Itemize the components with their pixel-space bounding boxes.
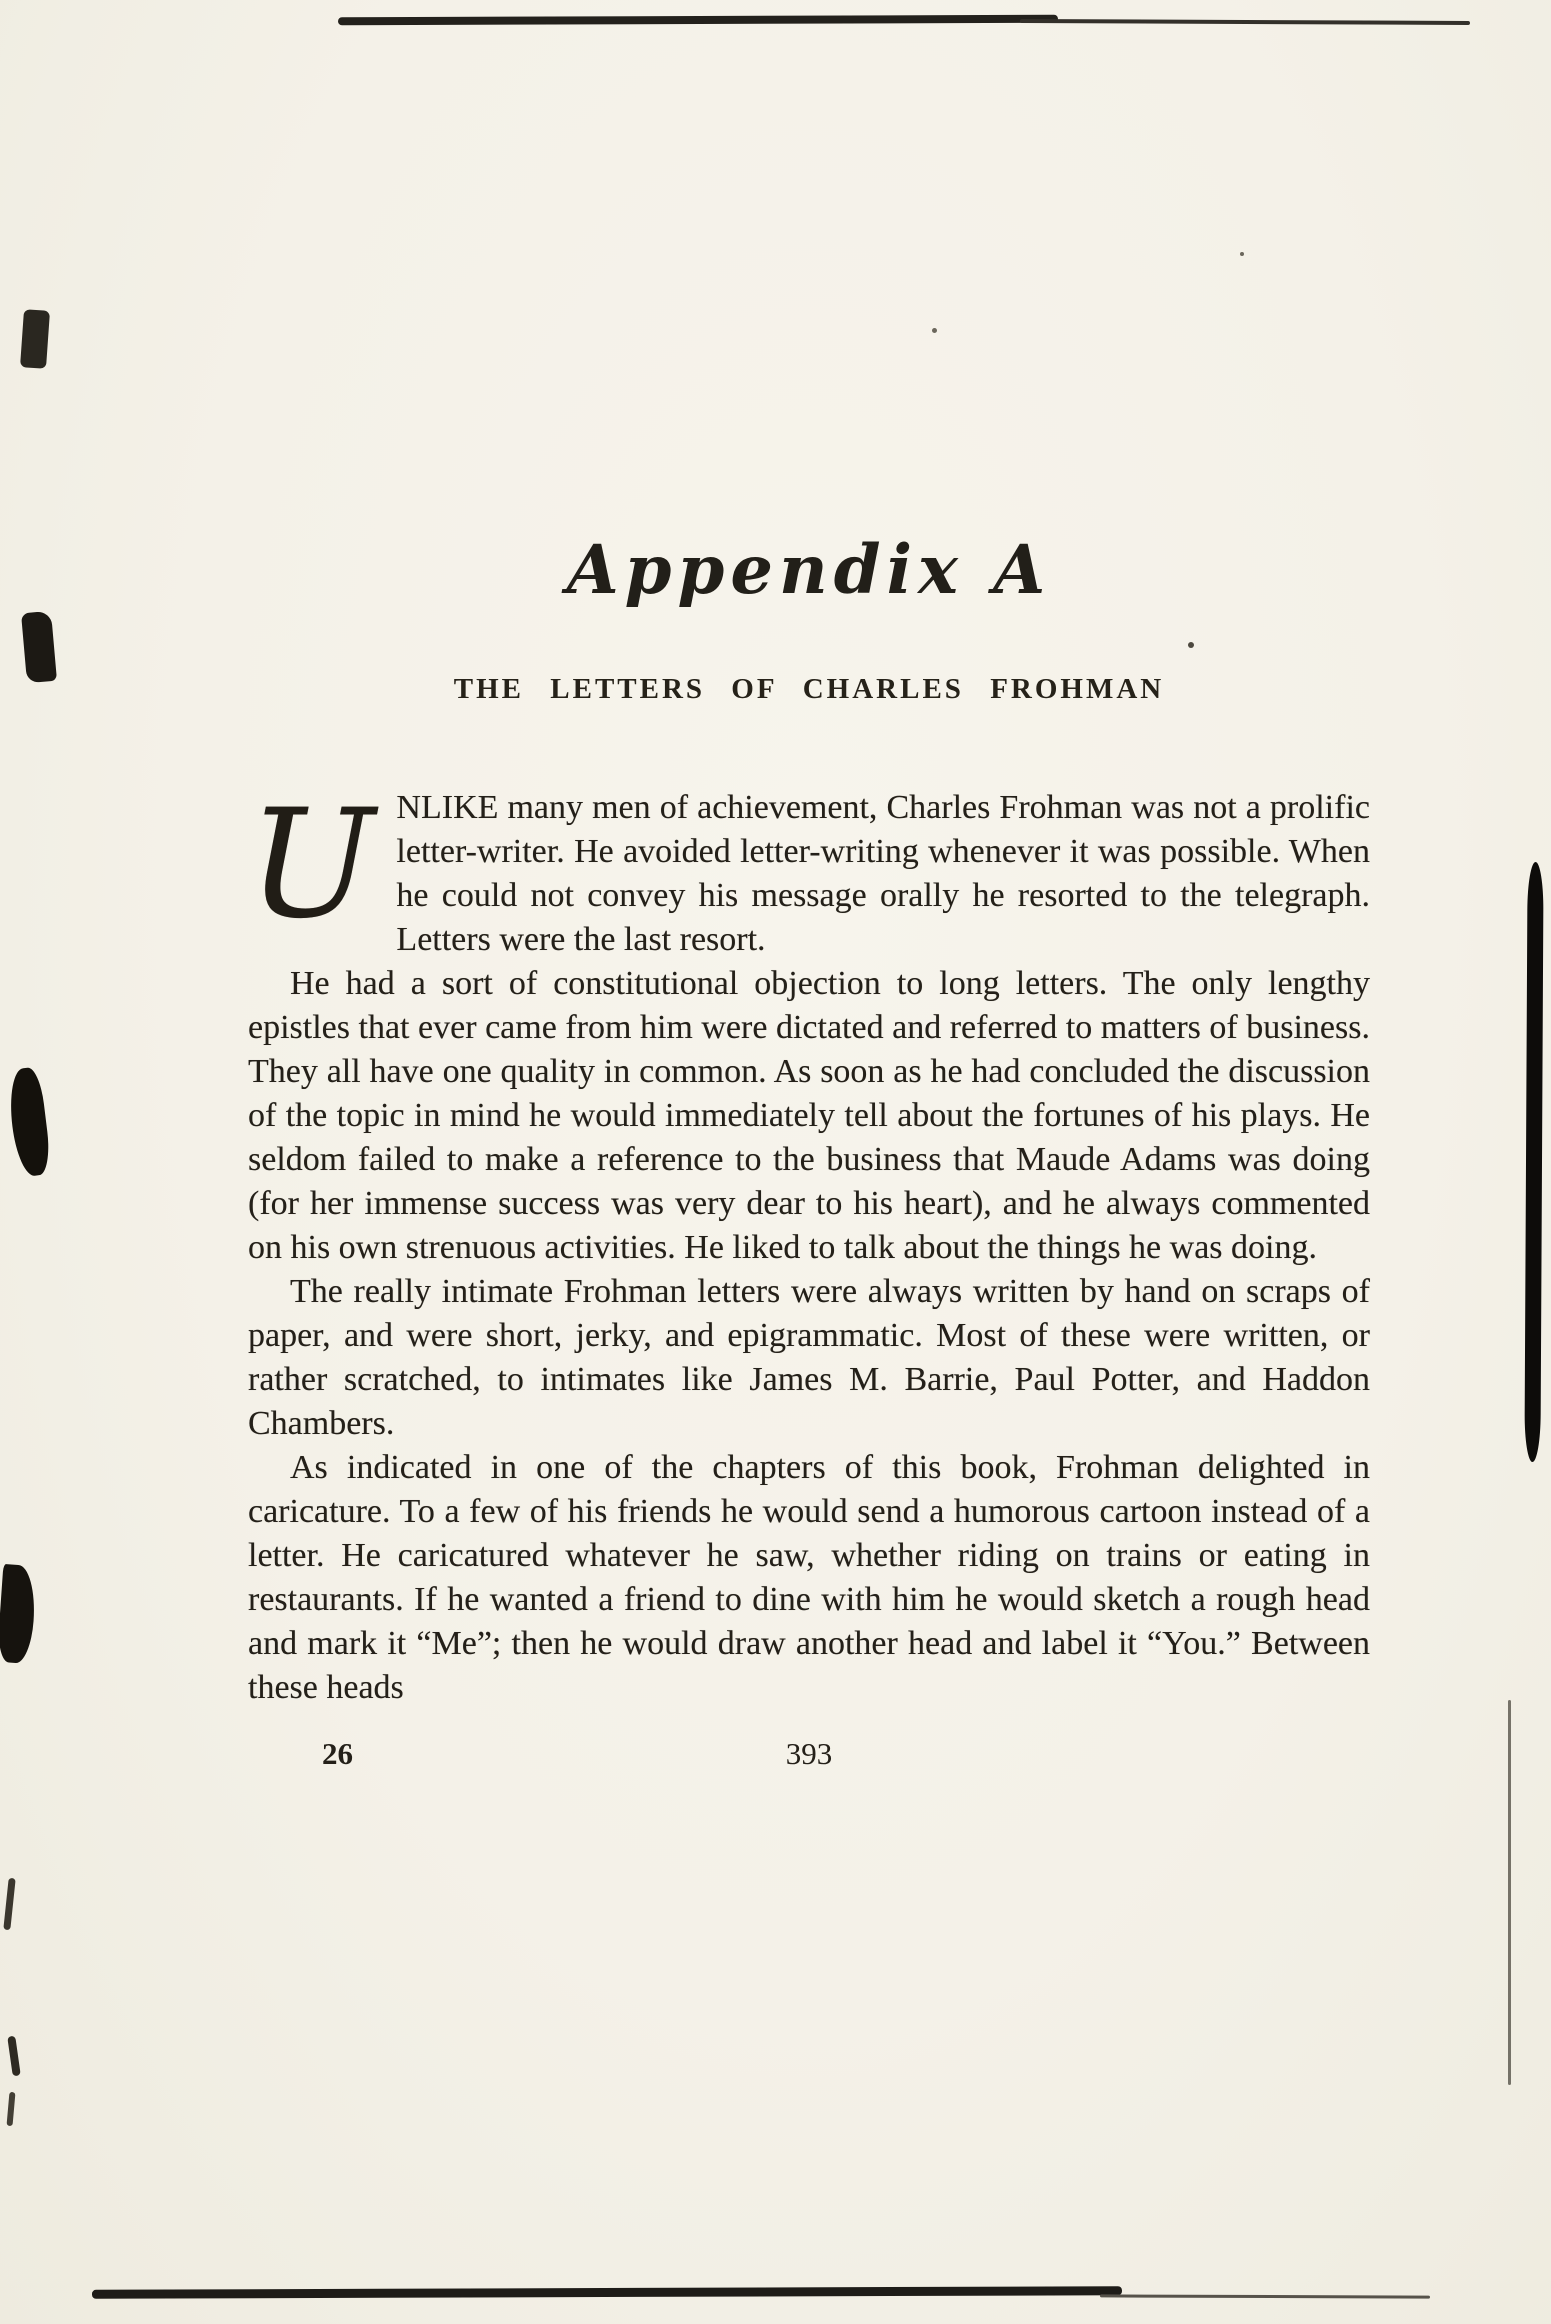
scan-edge-top-thin (1020, 19, 1470, 25)
ink-blob (0, 1564, 37, 1664)
paragraph: As indicated in one of the chapters of this book, Frohman delighted in caricature. To a few of his friends he would send a humorous cartoon instead of a letter. He caricatured whatever he saw, whether riding on trains or eating in restaurants. If he wanted a friend to dine with him he would sketch a rough head and mark it “Me”; then he would draw another head and label it “You.” Between these heads (248, 1449, 1370, 1706)
paragraph: He had a sort of constitutional objection to long letters. The only lengthy epistles that ever came from him were dictated and referred to matters of business. They all have one quality in common. As soon as he had concluded the discussion of the topic in mind he would immediately tell about the fortunes of his plays. He seldom failed to make a reference to the business that Maude Adams was doing (for her immense success was very dear to his heart), and he always commented on his own strenuous activities. He liked to talk about the things he was doing. (248, 965, 1370, 1266)
ink-dash (7, 2092, 16, 2126)
opening-paragraph-text: NLIKE many men of achievement, Charles Frohman was not a prolific letter-writer. He avoided letter-writing whenever it was possible. When he could not convey his message orally he resorted to the telegraph. Letters were the last resort. (396, 789, 1370, 958)
drop-cap: U (248, 778, 375, 952)
paragraph: The really intimate Frohman letters were always written by hand on scraps of paper, and were short, jerky, and epigrammatic. Most of these were written, or rather scratched, to intimates like James M. Barrie, Paul Potter, and Haddon Chambers. (248, 1273, 1370, 1442)
body-text (248, 778, 1370, 1710)
ink-dash (7, 2036, 20, 2077)
scan-edge-bottom-thin (1100, 2294, 1430, 2298)
ink-streak-right (1524, 862, 1543, 1462)
scan-edge-bottom (92, 2286, 1122, 2299)
paper-speck (1240, 252, 1244, 256)
scan-edge-top (338, 15, 1058, 26)
page-footer (248, 1736, 1370, 1780)
paper-speck (932, 328, 937, 333)
chapter-heading: THE LETTERS OF CHARLES FROHMAN (453, 673, 1165, 705)
ink-blob (6, 1066, 53, 1177)
page-number: 393 (785, 1736, 833, 1771)
page-content (248, 530, 1370, 1780)
ink-dash (3, 1878, 15, 1930)
signature-number: 26 (322, 1736, 353, 1771)
appendix-title: Appendix A (566, 530, 1052, 609)
opening-paragraph (248, 778, 1370, 962)
scan-line-right (1508, 1700, 1511, 2085)
ink-blob (21, 611, 57, 683)
ink-blob (20, 309, 50, 369)
